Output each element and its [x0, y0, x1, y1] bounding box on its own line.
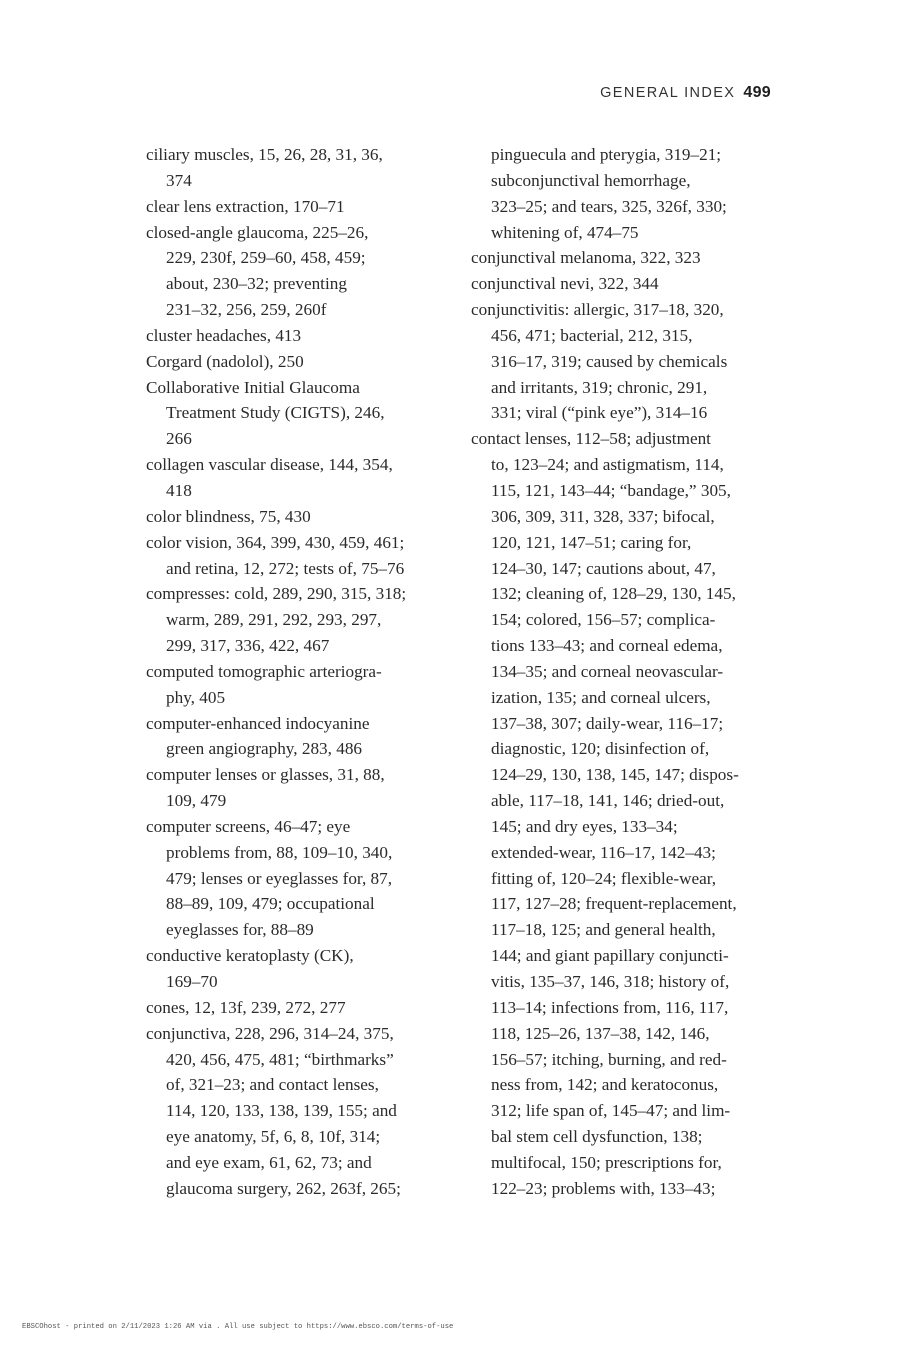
index-entry-continuation: 266: [166, 429, 192, 449]
index-entry: conductive keratoplasty (CK),: [146, 946, 354, 966]
index-entry-continuation: multifocal, 150; prescriptions for,: [491, 1152, 722, 1172]
index-entry-continuation: ization, 135; and corneal ulcers,: [491, 687, 711, 707]
index-entry-continuation: 374: [166, 170, 192, 190]
index-entry-continuation: 122–23; problems with, 133–43;: [491, 1178, 716, 1198]
running-head: [600, 84, 771, 102]
index-entry-continuation: able, 117–18, 141, 146; dried-out,: [491, 791, 725, 811]
index-entry: compresses: cold, 289, 290, 315, 318;: [146, 584, 407, 604]
index-entry-continuation: 145; and dry eyes, 133–34;: [491, 816, 678, 836]
index-entry: cluster headaches, 413: [146, 325, 302, 345]
index-entry: collagen vascular disease, 144, 354,: [146, 455, 393, 475]
index-entry: computer screens, 46–47; eye: [146, 816, 351, 836]
index-entry-continuation: subconjunctival hemorrhage,: [491, 170, 691, 190]
index-entry-continuation: 117, 127–28; frequent-replacement,: [491, 894, 737, 914]
index-entry-continuation: problems from, 88, 109–10, 340,: [166, 842, 393, 862]
index-entry: computer lenses or glasses, 31, 88,: [146, 765, 385, 785]
index-entry-continuation: eyeglasses for, 88–89: [166, 920, 314, 940]
index-entry-continuation: 137–38, 307; daily-wear, 116–17;: [491, 713, 724, 733]
index-entry-continuation: 120, 121, 147–51; caring for,: [491, 532, 692, 552]
index-entry-continuation: 418: [166, 480, 192, 500]
index-entry-continuation: bal stem cell dysfunction, 138;: [491, 1127, 703, 1147]
index-entry-continuation: eye anatomy, 5f, 6, 8, 10f, 314;: [166, 1127, 381, 1147]
index-entry: contact lenses, 112–58; adjustment: [471, 429, 711, 449]
index-entry-continuation: fitting of, 120–24; flexible-wear,: [491, 868, 717, 888]
index-entry-continuation: 134–35; and corneal neovascular-: [491, 661, 724, 681]
index-entry-continuation: warm, 289, 291, 292, 293, 297,: [166, 610, 382, 630]
index-entry-continuation: and eye exam, 61, 62, 73; and: [166, 1152, 372, 1172]
index-entry-continuation: and irritants, 319; chronic, 291,: [491, 377, 708, 397]
index-entry-continuation: Treatment Study (CIGTS), 246,: [166, 403, 385, 423]
index-entry-continuation: 323–25; and tears, 325, 326f, 330;: [491, 196, 727, 216]
index-entry-continuation: 420, 456, 475, 481; “birthmarks”: [166, 1049, 394, 1069]
index-entry-continuation: phy, 405: [166, 687, 226, 707]
index-column-left: [146, 142, 466, 1202]
index-entry: ciliary muscles, 15, 26, 28, 31, 36,: [146, 145, 383, 164]
index-entry-continuation: 331; viral (“pink eye”), 314–16: [491, 403, 708, 423]
index-column-right: [471, 142, 791, 1202]
index-entry-continuation: 316–17, 319; caused by chemicals: [491, 351, 728, 371]
index-entry-continuation: 156–57; itching, burning, and red-: [491, 1049, 727, 1069]
index-entry-continuation: green angiography, 283, 486: [166, 739, 363, 759]
index-entry-continuation: 124–29, 130, 138, 145, 147; dispos-: [491, 765, 739, 785]
index-entry-continuation: 132; cleaning of, 128–29, 130, 145,: [491, 584, 736, 604]
index-entry-continuation: 299, 317, 336, 422, 467: [166, 636, 330, 656]
index-entry: conjunctiva, 228, 296, 314–24, 375,: [146, 1023, 394, 1043]
index-entry: color blindness, 75, 430: [146, 506, 311, 526]
index-entry: conjunctival melanoma, 322, 323: [471, 248, 701, 268]
index-entry-continuation: 118, 125–26, 137–38, 142, 146,: [491, 1023, 710, 1043]
index-entry: computed tomographic arteriogra-: [146, 661, 382, 681]
index-entry-continuation: 115, 121, 143–44; “bandage,” 305,: [491, 480, 731, 500]
index-entry-continuation: 88–89, 109, 479; occupational: [166, 894, 375, 914]
index-entry-continuation: ness from, 142; and keratoconus,: [491, 1075, 719, 1095]
index-entry-continuation: 231–32, 256, 259, 260f: [166, 300, 327, 320]
index-entry-continuation: about, 230–32; preventing: [166, 274, 347, 294]
index-entry-continuation: of, 321–23; and contact lenses,: [166, 1075, 379, 1095]
index-entry-continuation: 169–70: [166, 972, 218, 991]
index-entry: computer-enhanced indocyanine: [146, 713, 370, 733]
index-entry: Collaborative Initial Glaucoma: [146, 377, 360, 397]
index-entry: color vision, 364, 399, 430, 459, 461;: [146, 532, 405, 552]
section-title: GENERAL INDEX: [600, 85, 736, 101]
index-entry-continuation: tions 133–43; and corneal edema,: [491, 636, 723, 656]
index-entry: closed-angle glaucoma, 225–26,: [146, 222, 369, 242]
index-entry-continuation: 113–14; infections from, 116, 117,: [491, 997, 729, 1017]
index-entry-continuation: and retina, 12, 272; tests of, 75–76: [166, 558, 405, 578]
index-entry-continuation: 456, 471; bacterial, 212, 315,: [491, 325, 693, 345]
index-entry-continuation: diagnostic, 120; disinfection of,: [491, 739, 710, 759]
index-entry-continuation: glaucoma surgery, 262, 263f, 265;: [166, 1178, 401, 1198]
index-entry-continuation: 312; life span of, 145–47; and lim-: [491, 1101, 731, 1121]
index-entry: Corgard (nadolol), 250: [146, 351, 304, 371]
index-entry: conjunctivitis: allergic, 317–18, 320,: [471, 300, 724, 320]
page-number: 499: [743, 84, 771, 101]
index-entry-continuation: pinguecula and pterygia, 319–21;: [491, 145, 722, 164]
index-entry-continuation: whitening of, 474–75: [491, 222, 639, 242]
index-entry-continuation: vitis, 135–37, 146, 318; history of,: [491, 972, 730, 991]
index-entry-continuation: 144; and giant papillary conjuncti-: [491, 946, 729, 966]
index-entry-continuation: 114, 120, 133, 138, 139, 155; and: [166, 1101, 397, 1121]
index-entry-continuation: to, 123–24; and astigmatism, 114,: [491, 455, 724, 475]
index-entry-continuation: 479; lenses or eyeglasses for, 87,: [166, 868, 393, 888]
index-entry: cones, 12, 13f, 239, 272, 277: [146, 997, 346, 1017]
index-entry-continuation: 109, 479: [166, 791, 227, 811]
index-entry-continuation: 306, 309, 311, 328, 337; bifocal,: [491, 506, 715, 526]
index-entry-continuation: extended-wear, 116–17, 142–43;: [491, 842, 716, 862]
index-entry: clear lens extraction, 170–71: [146, 196, 345, 216]
index-entry-continuation: 229, 230f, 259–60, 458, 459;: [166, 248, 366, 268]
index-entry: conjunctival nevi, 322, 344: [471, 274, 659, 294]
index-entry-continuation: 117–18, 125; and general health,: [491, 920, 716, 940]
index-entry-continuation: 124–30, 147; cautions about, 47,: [491, 558, 716, 578]
footer-notice: EBSCOhost - printed on 2/11/2023 1:26 AM via . All use subject to https://www.ebsco.com/terms-of-use: [22, 1323, 454, 1331]
index-entry-continuation: 154; colored, 156–57; complica-: [491, 610, 716, 630]
